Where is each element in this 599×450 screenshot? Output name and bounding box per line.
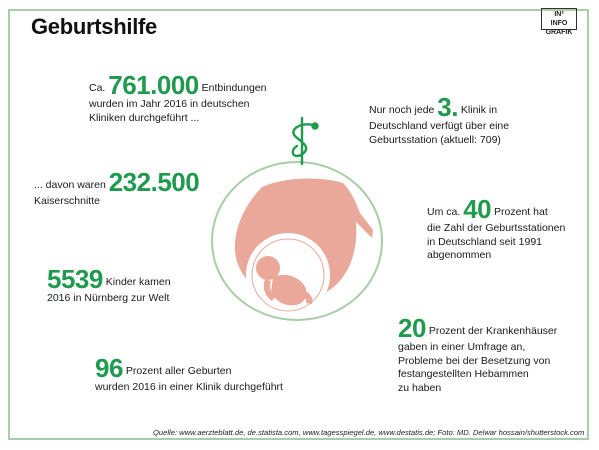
fact-text: Prozent der Krankenhäuser: [428, 325, 558, 337]
fact-number: 96: [95, 353, 123, 383]
fact-deliveries: [89, 72, 266, 125]
fact-text: Kliniken durchgeführt ...: [89, 111, 200, 124]
fact-text: wurden 2016 in einer Klinik durchgeführt: [95, 381, 283, 393]
fact-text: in Deutschland seit 1991: [427, 235, 542, 248]
fact-text: 2016 in Nürnberg zur Welt: [47, 292, 170, 304]
fact-decline: [427, 196, 565, 263]
fact-caesarean: [34, 169, 199, 209]
fact-text: gaben in einer Umfrage an,: [398, 341, 526, 353]
fact-number: 232.500: [108, 167, 200, 197]
fact-text: zu haben: [398, 381, 442, 394]
fact-number: 5539: [47, 264, 103, 294]
logo-line-3: GRAFIK: [545, 29, 573, 36]
page-title: Geburtshilfe: [31, 14, 157, 39]
fact-text: Geburtsstation (aktuell: 709): [369, 133, 501, 146]
fact-midwives: [398, 315, 557, 395]
source-note: Quelle: www.aerzteblatt.de, de.statista.com, www.tagesspiegel.de, www.destatis.de; Foto: MD. Delwar hossain/shutterstock.com: [153, 428, 585, 437]
fact-prefix: ... davon waren: [34, 179, 106, 191]
fact-clinic-births: [95, 355, 283, 395]
fact-nuremberg-births: [47, 266, 171, 306]
logo-line-2: INFO: [550, 20, 568, 27]
fact-text: Klinik in: [460, 104, 498, 116]
fact-number: 761.000: [108, 70, 199, 100]
fact-text: wurden im Jahr 2016 in deutschen: [89, 98, 250, 110]
logo-line-1: IN²: [554, 11, 564, 18]
fact-text: Entbindungen: [201, 82, 267, 94]
fact-number: 3.: [437, 92, 458, 122]
fact-text: Kaiserschnitte: [34, 195, 100, 207]
fact-text: Deutschland verfügt über eine: [369, 120, 510, 132]
fact-text: abgenommen: [427, 249, 492, 261]
fact-maternity-wards: [369, 94, 509, 147]
fact-prefix: Ca.: [89, 82, 106, 94]
fact-prefix: Nur noch jede: [369, 104, 435, 116]
fact-text: Probleme bei der Besetzung von: [398, 354, 551, 367]
fact-text: festangestellten Hebammen: [398, 368, 529, 380]
fact-prefix: Um ca.: [427, 206, 461, 218]
fact-text: Kinder kamen: [105, 276, 171, 288]
fact-text: die Zahl der Geburtsstationen: [427, 222, 566, 234]
fact-text: Prozent hat: [494, 206, 548, 218]
fact-text: Prozent aller Geburten: [125, 365, 232, 377]
fact-number: 20: [398, 313, 426, 343]
caduceus-icon: [293, 118, 318, 164]
fact-number: 40: [463, 194, 492, 224]
